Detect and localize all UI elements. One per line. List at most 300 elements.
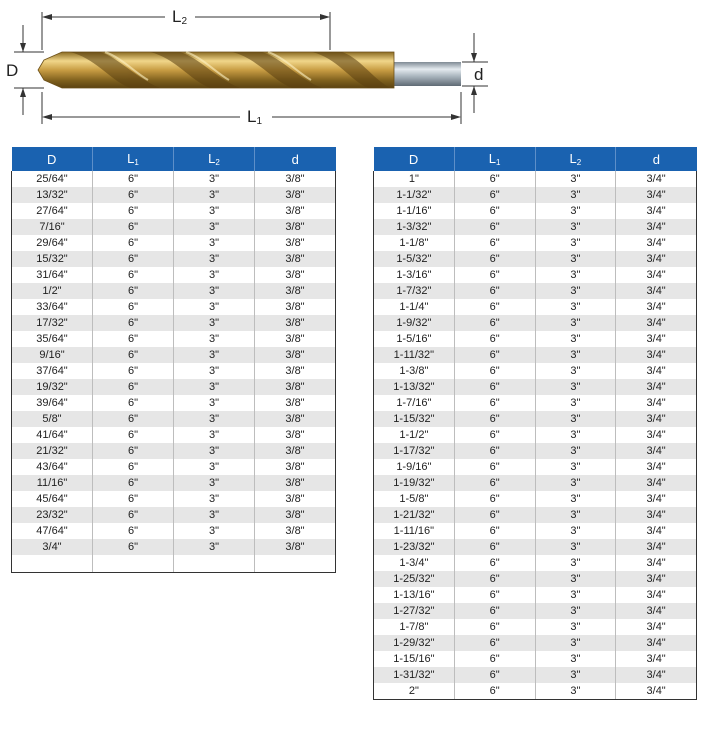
cell-col-l2: 3" <box>174 251 255 267</box>
table-row <box>12 315 336 331</box>
cell-col-l2: 3" <box>174 443 255 459</box>
cell-col-l1: 6" <box>93 235 174 251</box>
cell-col-l1: 6" <box>454 267 535 283</box>
cell-col-d: 1-3/4" <box>374 555 455 571</box>
cell-col-l2: 3" <box>174 523 255 539</box>
cell-col-small-d: 3/8" <box>255 299 336 315</box>
header-col-d: D <box>12 147 93 171</box>
cell-col-l1: 6" <box>93 267 174 283</box>
cell-col-d: 1-9/32" <box>374 315 455 331</box>
cell-col-l2: 3" <box>535 171 616 187</box>
table-row <box>12 171 336 187</box>
cell-col-d: 1-1/8" <box>374 235 455 251</box>
cell-col-d: 43/64" <box>12 459 93 475</box>
table-row <box>374 587 697 603</box>
cell-col-l2: 3" <box>535 331 616 347</box>
cell-col-l1: 6" <box>454 491 535 507</box>
table-row <box>374 267 697 283</box>
cell-col-l1: 6" <box>454 459 535 475</box>
cell-col-l1: 6" <box>93 219 174 235</box>
cell-col-small-d: 3/4" <box>616 203 697 219</box>
table-row <box>374 459 697 475</box>
cell-col-l1: 6" <box>93 251 174 267</box>
cell-col-l1: 6" <box>454 571 535 587</box>
cell-col-small-d: 3/4" <box>616 235 697 251</box>
cell-col-l1: 6" <box>454 619 535 635</box>
cell-col-small-d: 3/4" <box>616 363 697 379</box>
cell-col-d: 1-7/8" <box>374 619 455 635</box>
cell-col-l2: 3" <box>535 507 616 523</box>
cell-col-l1: 6" <box>454 475 535 491</box>
cell-col-small-d: 3/8" <box>255 475 336 491</box>
table-row <box>12 251 336 267</box>
cell-col-l2: 3" <box>174 347 255 363</box>
cell-col-small-d: 3/4" <box>616 187 697 203</box>
cell-col-l2: 3" <box>174 539 255 555</box>
cell-col-small-d: 3/4" <box>616 331 697 347</box>
cell-col-l2: 3" <box>535 459 616 475</box>
cell-col-l2: 3" <box>535 203 616 219</box>
cell-col-l1: 6" <box>454 587 535 603</box>
table-row <box>12 539 336 555</box>
cell-col-small-d: 3/8" <box>255 363 336 379</box>
cell-col-l2: 3" <box>535 219 616 235</box>
cell-col-l1: 6" <box>454 411 535 427</box>
cell-col-small-d: 3/8" <box>255 443 336 459</box>
cell-col-l2: 3" <box>535 651 616 667</box>
cell-col-l2: 3" <box>535 667 616 683</box>
cell-col-small-d: 3/4" <box>616 491 697 507</box>
cell-col-l2: 3" <box>535 603 616 619</box>
cell-col-d: 1-7/32" <box>374 283 455 299</box>
cell-col-l2: 3" <box>535 539 616 555</box>
cell-col-l1 <box>93 555 174 573</box>
table-row <box>374 571 697 587</box>
cell-col-d: 5/8" <box>12 411 93 427</box>
table-row <box>374 283 697 299</box>
table-row <box>374 491 697 507</box>
l1-label: $L_1$ <box>247 107 263 127</box>
table-row <box>374 203 697 219</box>
table-row <box>12 363 336 379</box>
cell-col-small-d: 3/8" <box>255 507 336 523</box>
table-row <box>12 379 336 395</box>
cell-col-d: 1-7/16" <box>374 395 455 411</box>
cell-col-l1: 6" <box>454 347 535 363</box>
table-row <box>374 683 697 700</box>
cell-col-small-d: 3/4" <box>616 539 697 555</box>
cell-col-l2: 3" <box>535 523 616 539</box>
cell-col-l1: 6" <box>93 283 174 299</box>
cell-col-l2: 3" <box>535 315 616 331</box>
cell-col-l2: 3" <box>535 379 616 395</box>
header-col-l1: $L_1$ <box>93 147 174 171</box>
cell-col-l2: 3" <box>535 299 616 315</box>
cell-col-l2: 3" <box>535 267 616 283</box>
cell-col-d: 3/4" <box>12 539 93 555</box>
cell-col-l2: 3" <box>535 395 616 411</box>
cell-col-d: 1-25/32" <box>374 571 455 587</box>
table-row <box>374 523 697 539</box>
cell-col-d <box>12 555 93 573</box>
drill-bit-diagram <box>0 0 710 135</box>
header-col-d: D <box>374 147 455 171</box>
table-row <box>12 443 336 459</box>
cell-col-small-d <box>255 555 336 573</box>
cell-col-small-d: 3/8" <box>255 235 336 251</box>
table-row <box>374 187 697 203</box>
table-row <box>12 459 336 475</box>
cell-col-l2: 3" <box>174 331 255 347</box>
cell-col-d: 1-9/16" <box>374 459 455 475</box>
cell-col-l2: 3" <box>535 235 616 251</box>
cell-col-small-d: 3/8" <box>255 251 336 267</box>
cell-col-small-d: 3/8" <box>255 539 336 555</box>
cell-col-l2: 3" <box>174 459 255 475</box>
cell-col-small-d: 3/8" <box>255 379 336 395</box>
cell-col-d: 1-15/32" <box>374 411 455 427</box>
table-row <box>12 475 336 491</box>
cell-col-l1: 6" <box>93 491 174 507</box>
cell-col-l2: 3" <box>535 283 616 299</box>
cell-col-small-d: 3/4" <box>616 619 697 635</box>
cell-col-d: 29/64" <box>12 235 93 251</box>
spec-table-left <box>11 147 336 573</box>
cell-col-small-d: 3/4" <box>616 571 697 587</box>
cell-col-l2: 3" <box>535 347 616 363</box>
cell-col-small-d: 3/4" <box>616 635 697 651</box>
cell-col-small-d: 3/8" <box>255 459 336 475</box>
table-row <box>12 235 336 251</box>
table-row <box>12 395 336 411</box>
big-d-label: D <box>6 61 19 80</box>
cell-col-l2: 3" <box>535 411 616 427</box>
table-row <box>374 507 697 523</box>
cell-col-small-d: 3/4" <box>616 555 697 571</box>
cell-col-small-d: 3/4" <box>616 603 697 619</box>
cell-col-small-d: 3/8" <box>255 171 336 187</box>
drill-bit-drawing <box>0 0 710 135</box>
cell-col-d: 1-15/16" <box>374 651 455 667</box>
table-header <box>12 147 336 171</box>
cell-col-l2: 3" <box>174 267 255 283</box>
cell-col-l2: 3" <box>174 379 255 395</box>
cell-col-l2: 3" <box>174 427 255 443</box>
table-row <box>12 283 336 299</box>
cell-col-l1: 6" <box>454 443 535 459</box>
cell-col-l2: 3" <box>174 475 255 491</box>
cell-col-l2: 3" <box>535 635 616 651</box>
cell-col-d: 1-1/16" <box>374 203 455 219</box>
cell-col-small-d: 3/4" <box>616 587 697 603</box>
table-row <box>374 619 697 635</box>
cell-col-small-d: 3/8" <box>255 315 336 331</box>
cell-col-l2: 3" <box>535 363 616 379</box>
cell-col-small-d: 3/4" <box>616 507 697 523</box>
cell-col-l1: 6" <box>93 171 174 187</box>
cell-col-l1: 6" <box>454 555 535 571</box>
table-row <box>12 187 336 203</box>
table-row <box>12 347 336 363</box>
cell-col-l1: 6" <box>454 251 535 267</box>
cell-col-l2: 3" <box>535 187 616 203</box>
cell-col-l1: 6" <box>454 395 535 411</box>
cell-col-l2: 3" <box>174 299 255 315</box>
cell-col-l1: 6" <box>93 395 174 411</box>
cell-col-d: 15/32" <box>12 251 93 267</box>
table-row <box>374 395 697 411</box>
table-row <box>12 331 336 347</box>
table-row <box>374 667 697 683</box>
cell-col-d: 1-3/8" <box>374 363 455 379</box>
cell-col-d: 1-3/32" <box>374 219 455 235</box>
cell-col-l1: 6" <box>93 507 174 523</box>
cell-col-small-d: 3/4" <box>616 171 697 187</box>
cell-col-l1: 6" <box>93 427 174 443</box>
header-col-l1: $L_1$ <box>454 147 535 171</box>
cell-col-small-d: 3/4" <box>616 299 697 315</box>
cell-col-small-d: 3/8" <box>255 187 336 203</box>
cell-col-l2: 3" <box>174 363 255 379</box>
table-row <box>374 171 697 187</box>
cell-col-small-d: 3/8" <box>255 411 336 427</box>
header-col-l2: $L_2$ <box>174 147 255 171</box>
cell-col-small-d: 3/4" <box>616 651 697 667</box>
cell-col-d: 1-17/32" <box>374 443 455 459</box>
cell-col-l2: 3" <box>174 235 255 251</box>
cell-col-l1: 6" <box>93 347 174 363</box>
table-row <box>12 267 336 283</box>
cell-col-l1: 6" <box>93 443 174 459</box>
cell-col-l1: 6" <box>454 379 535 395</box>
spec-table-right <box>373 147 697 700</box>
cell-col-d: 33/64" <box>12 299 93 315</box>
cell-col-l1: 6" <box>93 379 174 395</box>
table-row <box>374 363 697 379</box>
cell-col-l2: 3" <box>535 427 616 443</box>
cell-col-small-d: 3/8" <box>255 427 336 443</box>
cell-col-l1: 6" <box>454 523 535 539</box>
cell-col-d: 47/64" <box>12 523 93 539</box>
cell-col-d: 1-1/4" <box>374 299 455 315</box>
cell-col-l1: 6" <box>454 299 535 315</box>
cell-col-d: 7/16" <box>12 219 93 235</box>
cell-col-l1: 6" <box>93 187 174 203</box>
cell-col-l1: 6" <box>454 187 535 203</box>
header-col-l2: $L_2$ <box>535 147 616 171</box>
cell-col-l2: 3" <box>535 619 616 635</box>
cell-col-small-d: 3/4" <box>616 379 697 395</box>
small-d-label: d <box>474 65 484 84</box>
table-row <box>374 635 697 651</box>
cell-col-l1: 6" <box>454 539 535 555</box>
cell-col-small-d: 3/4" <box>616 267 697 283</box>
cell-col-d: 41/64" <box>12 427 93 443</box>
cell-col-small-d: 3/4" <box>616 411 697 427</box>
cell-col-small-d: 3/8" <box>255 395 336 411</box>
cell-col-d: 25/64" <box>12 171 93 187</box>
header-col-small-d: d <box>616 147 697 171</box>
cell-col-d: 21/32" <box>12 443 93 459</box>
cell-col-l1: 6" <box>454 363 535 379</box>
cell-col-l1: 6" <box>93 363 174 379</box>
cell-col-l1: 6" <box>93 459 174 475</box>
cell-col-small-d: 3/8" <box>255 347 336 363</box>
cell-col-l2: 3" <box>535 475 616 491</box>
cell-col-small-d: 3/4" <box>616 395 697 411</box>
table-row <box>12 523 336 539</box>
cell-col-l1: 6" <box>454 667 535 683</box>
table-row <box>374 379 697 395</box>
cell-col-d: 1-27/32" <box>374 603 455 619</box>
cell-col-small-d: 3/8" <box>255 267 336 283</box>
cell-col-d: 1-5/16" <box>374 331 455 347</box>
cell-col-l1: 6" <box>454 507 535 523</box>
table-row <box>374 251 697 267</box>
table-row <box>12 427 336 443</box>
cell-col-small-d: 3/4" <box>616 347 697 363</box>
cell-col-small-d: 3/8" <box>255 219 336 235</box>
cell-col-l1: 6" <box>454 171 535 187</box>
table-row <box>374 235 697 251</box>
cell-col-l1: 6" <box>93 411 174 427</box>
cell-col-d: 35/64" <box>12 331 93 347</box>
cell-col-l1: 6" <box>93 203 174 219</box>
cell-col-d: 27/64" <box>12 203 93 219</box>
cell-col-d: 1" <box>374 171 455 187</box>
drill-shank <box>392 62 461 86</box>
cell-col-d: 1-11/16" <box>374 523 455 539</box>
cell-col-d: 1-21/32" <box>374 507 455 523</box>
cell-col-small-d: 3/8" <box>255 203 336 219</box>
cell-col-small-d: 3/4" <box>616 459 697 475</box>
cell-col-l2: 3" <box>535 443 616 459</box>
cell-col-small-d: 3/8" <box>255 331 336 347</box>
table-row <box>374 315 697 331</box>
cell-col-d: 1-3/16" <box>374 267 455 283</box>
cell-col-d: 23/32" <box>12 507 93 523</box>
cell-col-l2: 3" <box>174 491 255 507</box>
cell-col-l2: 3" <box>174 219 255 235</box>
cell-col-l1: 6" <box>454 427 535 443</box>
cell-col-l1: 6" <box>454 603 535 619</box>
cell-col-d: 9/16" <box>12 347 93 363</box>
cell-col-small-d: 3/4" <box>616 667 697 683</box>
cell-col-l1: 6" <box>93 331 174 347</box>
cell-col-l2: 3" <box>174 395 255 411</box>
cell-col-l1: 6" <box>93 523 174 539</box>
cell-col-d: 1-5/8" <box>374 491 455 507</box>
cell-col-l2: 3" <box>535 571 616 587</box>
table-row <box>12 299 336 315</box>
table-row <box>12 219 336 235</box>
cell-col-small-d: 3/8" <box>255 283 336 299</box>
l2-label: $L_2$ <box>172 7 188 27</box>
cell-col-d: 1/2" <box>12 283 93 299</box>
cell-col-l2: 3" <box>174 203 255 219</box>
table-row <box>374 299 697 315</box>
cell-col-small-d: 3/4" <box>616 475 697 491</box>
cell-col-l1: 6" <box>93 315 174 331</box>
cell-col-l2: 3" <box>174 283 255 299</box>
cell-col-l2: 3" <box>535 491 616 507</box>
cell-col-small-d: 3/4" <box>616 315 697 331</box>
cell-col-l1: 6" <box>454 235 535 251</box>
table-row <box>12 491 336 507</box>
cell-col-l1: 6" <box>454 683 535 700</box>
cell-col-d: 1-1/32" <box>374 187 455 203</box>
cell-col-l1: 6" <box>454 651 535 667</box>
cell-col-l2: 3" <box>535 683 616 700</box>
cell-col-l2: 3" <box>535 555 616 571</box>
cell-col-small-d: 3/8" <box>255 491 336 507</box>
table-row <box>374 651 697 667</box>
cell-col-d: 1-23/32" <box>374 539 455 555</box>
cell-col-d: 1-13/32" <box>374 379 455 395</box>
cell-col-small-d: 3/4" <box>616 251 697 267</box>
cell-col-l1: 6" <box>93 539 174 555</box>
table-row <box>374 443 697 459</box>
cell-col-small-d: 3/4" <box>616 683 697 700</box>
table-row <box>374 555 697 571</box>
cell-col-d: 2" <box>374 683 455 700</box>
cell-col-d: 13/32" <box>12 187 93 203</box>
cell-col-small-d: 3/8" <box>255 523 336 539</box>
cell-col-l1: 6" <box>454 203 535 219</box>
table-row <box>374 347 697 363</box>
table-row <box>12 203 336 219</box>
cell-col-d: 1-19/32" <box>374 475 455 491</box>
table-row <box>12 411 336 427</box>
cell-col-d: 19/32" <box>12 379 93 395</box>
table-header <box>374 147 697 171</box>
cell-col-l1: 6" <box>454 315 535 331</box>
cell-col-l1: 6" <box>93 475 174 491</box>
cell-col-l2: 3" <box>535 251 616 267</box>
cell-col-small-d: 3/4" <box>616 283 697 299</box>
table-row <box>12 555 336 573</box>
cell-col-small-d: 3/4" <box>616 443 697 459</box>
cell-col-l1: 6" <box>454 219 535 235</box>
cell-col-l2: 3" <box>174 315 255 331</box>
cell-col-l1: 6" <box>454 635 535 651</box>
cell-col-l1: 6" <box>93 299 174 315</box>
cell-col-l2: 3" <box>535 587 616 603</box>
cell-col-d: 1-5/32" <box>374 251 455 267</box>
cell-col-d: 1-11/32" <box>374 347 455 363</box>
cell-col-l2: 3" <box>174 411 255 427</box>
cell-col-l2 <box>174 555 255 573</box>
cell-col-small-d: 3/4" <box>616 219 697 235</box>
cell-col-l2: 3" <box>174 187 255 203</box>
cell-col-small-d: 3/4" <box>616 427 697 443</box>
cell-col-small-d: 3/4" <box>616 523 697 539</box>
cell-col-l2: 3" <box>174 171 255 187</box>
table-row <box>374 331 697 347</box>
cell-col-d: 31/64" <box>12 267 93 283</box>
table-row <box>374 427 697 443</box>
cell-col-d: 1-29/32" <box>374 635 455 651</box>
cell-col-d: 17/32" <box>12 315 93 331</box>
cell-col-d: 1-1/2" <box>374 427 455 443</box>
cell-col-l1: 6" <box>454 331 535 347</box>
cell-col-l2: 3" <box>174 507 255 523</box>
table-row <box>374 539 697 555</box>
table-row <box>374 411 697 427</box>
cell-col-l1: 6" <box>454 283 535 299</box>
table-row <box>374 475 697 491</box>
cell-col-d: 1-13/16" <box>374 587 455 603</box>
